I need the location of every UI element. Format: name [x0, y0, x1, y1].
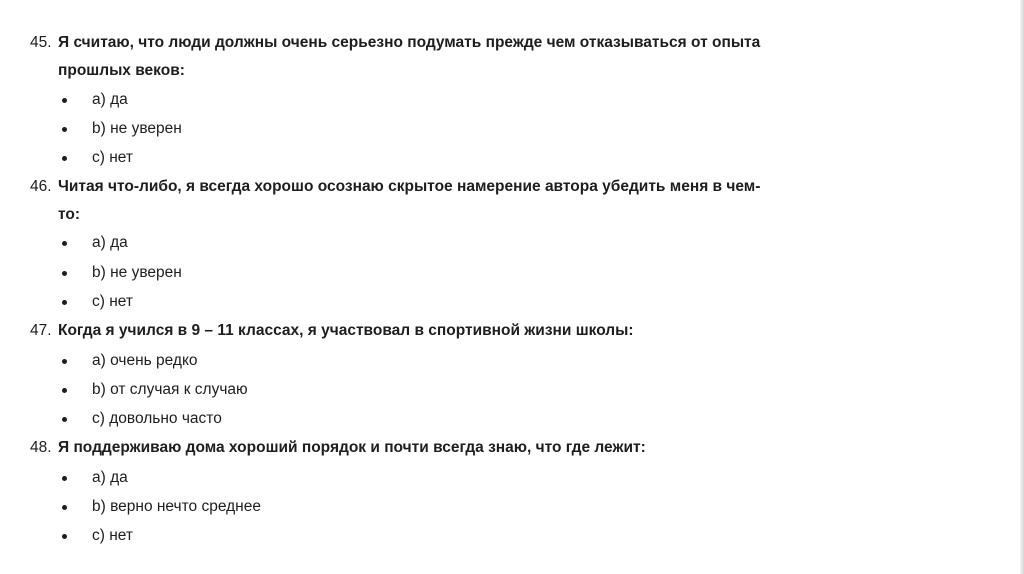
answer-option-label: а) очень редко — [92, 352, 198, 369]
answer-option-label: c) нет — [92, 293, 133, 310]
bullet-icon — [62, 505, 67, 510]
answer-option-label: c) нет — [92, 527, 133, 544]
answer-option-label: а) да — [92, 91, 128, 108]
answer-option-label: b) не уверен — [92, 120, 182, 137]
bullet-icon — [62, 534, 67, 539]
answer-option[interactable] — [0, 148, 600, 168]
bullet-icon — [62, 98, 67, 103]
bullet-icon — [62, 417, 67, 422]
question-number: 47. — [30, 322, 52, 339]
answer-option[interactable] — [0, 497, 600, 517]
answer-option-label: b) от случая к случаю — [92, 381, 248, 398]
bullet-icon — [62, 241, 67, 246]
question-text: Я считаю, что люди должны очень серьезно подумать прежде чем отказываться от опыта — [58, 34, 761, 51]
answer-option-label: а) да — [92, 234, 128, 251]
answer-option-label: b) верно нечто среднее — [92, 498, 261, 515]
bullet-icon — [62, 271, 67, 276]
answer-option[interactable] — [0, 233, 600, 253]
question-number: 45. — [30, 34, 52, 51]
question-text-continued: прошлых веков: — [58, 62, 185, 79]
question-text-continued: то: — [58, 206, 81, 223]
answer-option[interactable] — [0, 90, 600, 110]
slide-edge-shadow — [1020, 0, 1024, 574]
answer-option[interactable] — [0, 119, 600, 139]
answer-option[interactable] — [0, 380, 600, 400]
bullet-icon — [62, 359, 67, 364]
answer-option[interactable] — [0, 292, 600, 312]
answer-option[interactable] — [0, 263, 600, 283]
bullet-icon — [62, 476, 67, 481]
answer-option[interactable] — [0, 526, 600, 546]
bullet-icon — [62, 127, 67, 132]
answer-option[interactable] — [0, 351, 600, 371]
answer-option-label: c) довольно часто — [92, 410, 222, 427]
answer-option[interactable] — [0, 468, 600, 488]
answer-option[interactable] — [0, 409, 600, 429]
question-text: Читая что-либо, я всегда хорошо осознаю скрытое намерение автора убедить меня в чем- — [58, 178, 761, 195]
answer-option-label: а) да — [92, 469, 128, 486]
question-text: Когда я учился в 9 – 11 классах, я участвовал в спортивной жизни школы: — [58, 322, 634, 339]
bullet-icon — [62, 388, 67, 393]
answer-option-label: c) нет — [92, 149, 133, 166]
question-number: 48. — [30, 439, 52, 456]
question-text: Я поддерживаю дома хороший порядок и почти всегда знаю, что где лежит: — [58, 439, 646, 456]
question-number: 46. — [30, 178, 52, 195]
bullet-icon — [62, 300, 67, 305]
bullet-icon — [62, 156, 67, 161]
answer-option-label: b) не уверен — [92, 264, 182, 281]
